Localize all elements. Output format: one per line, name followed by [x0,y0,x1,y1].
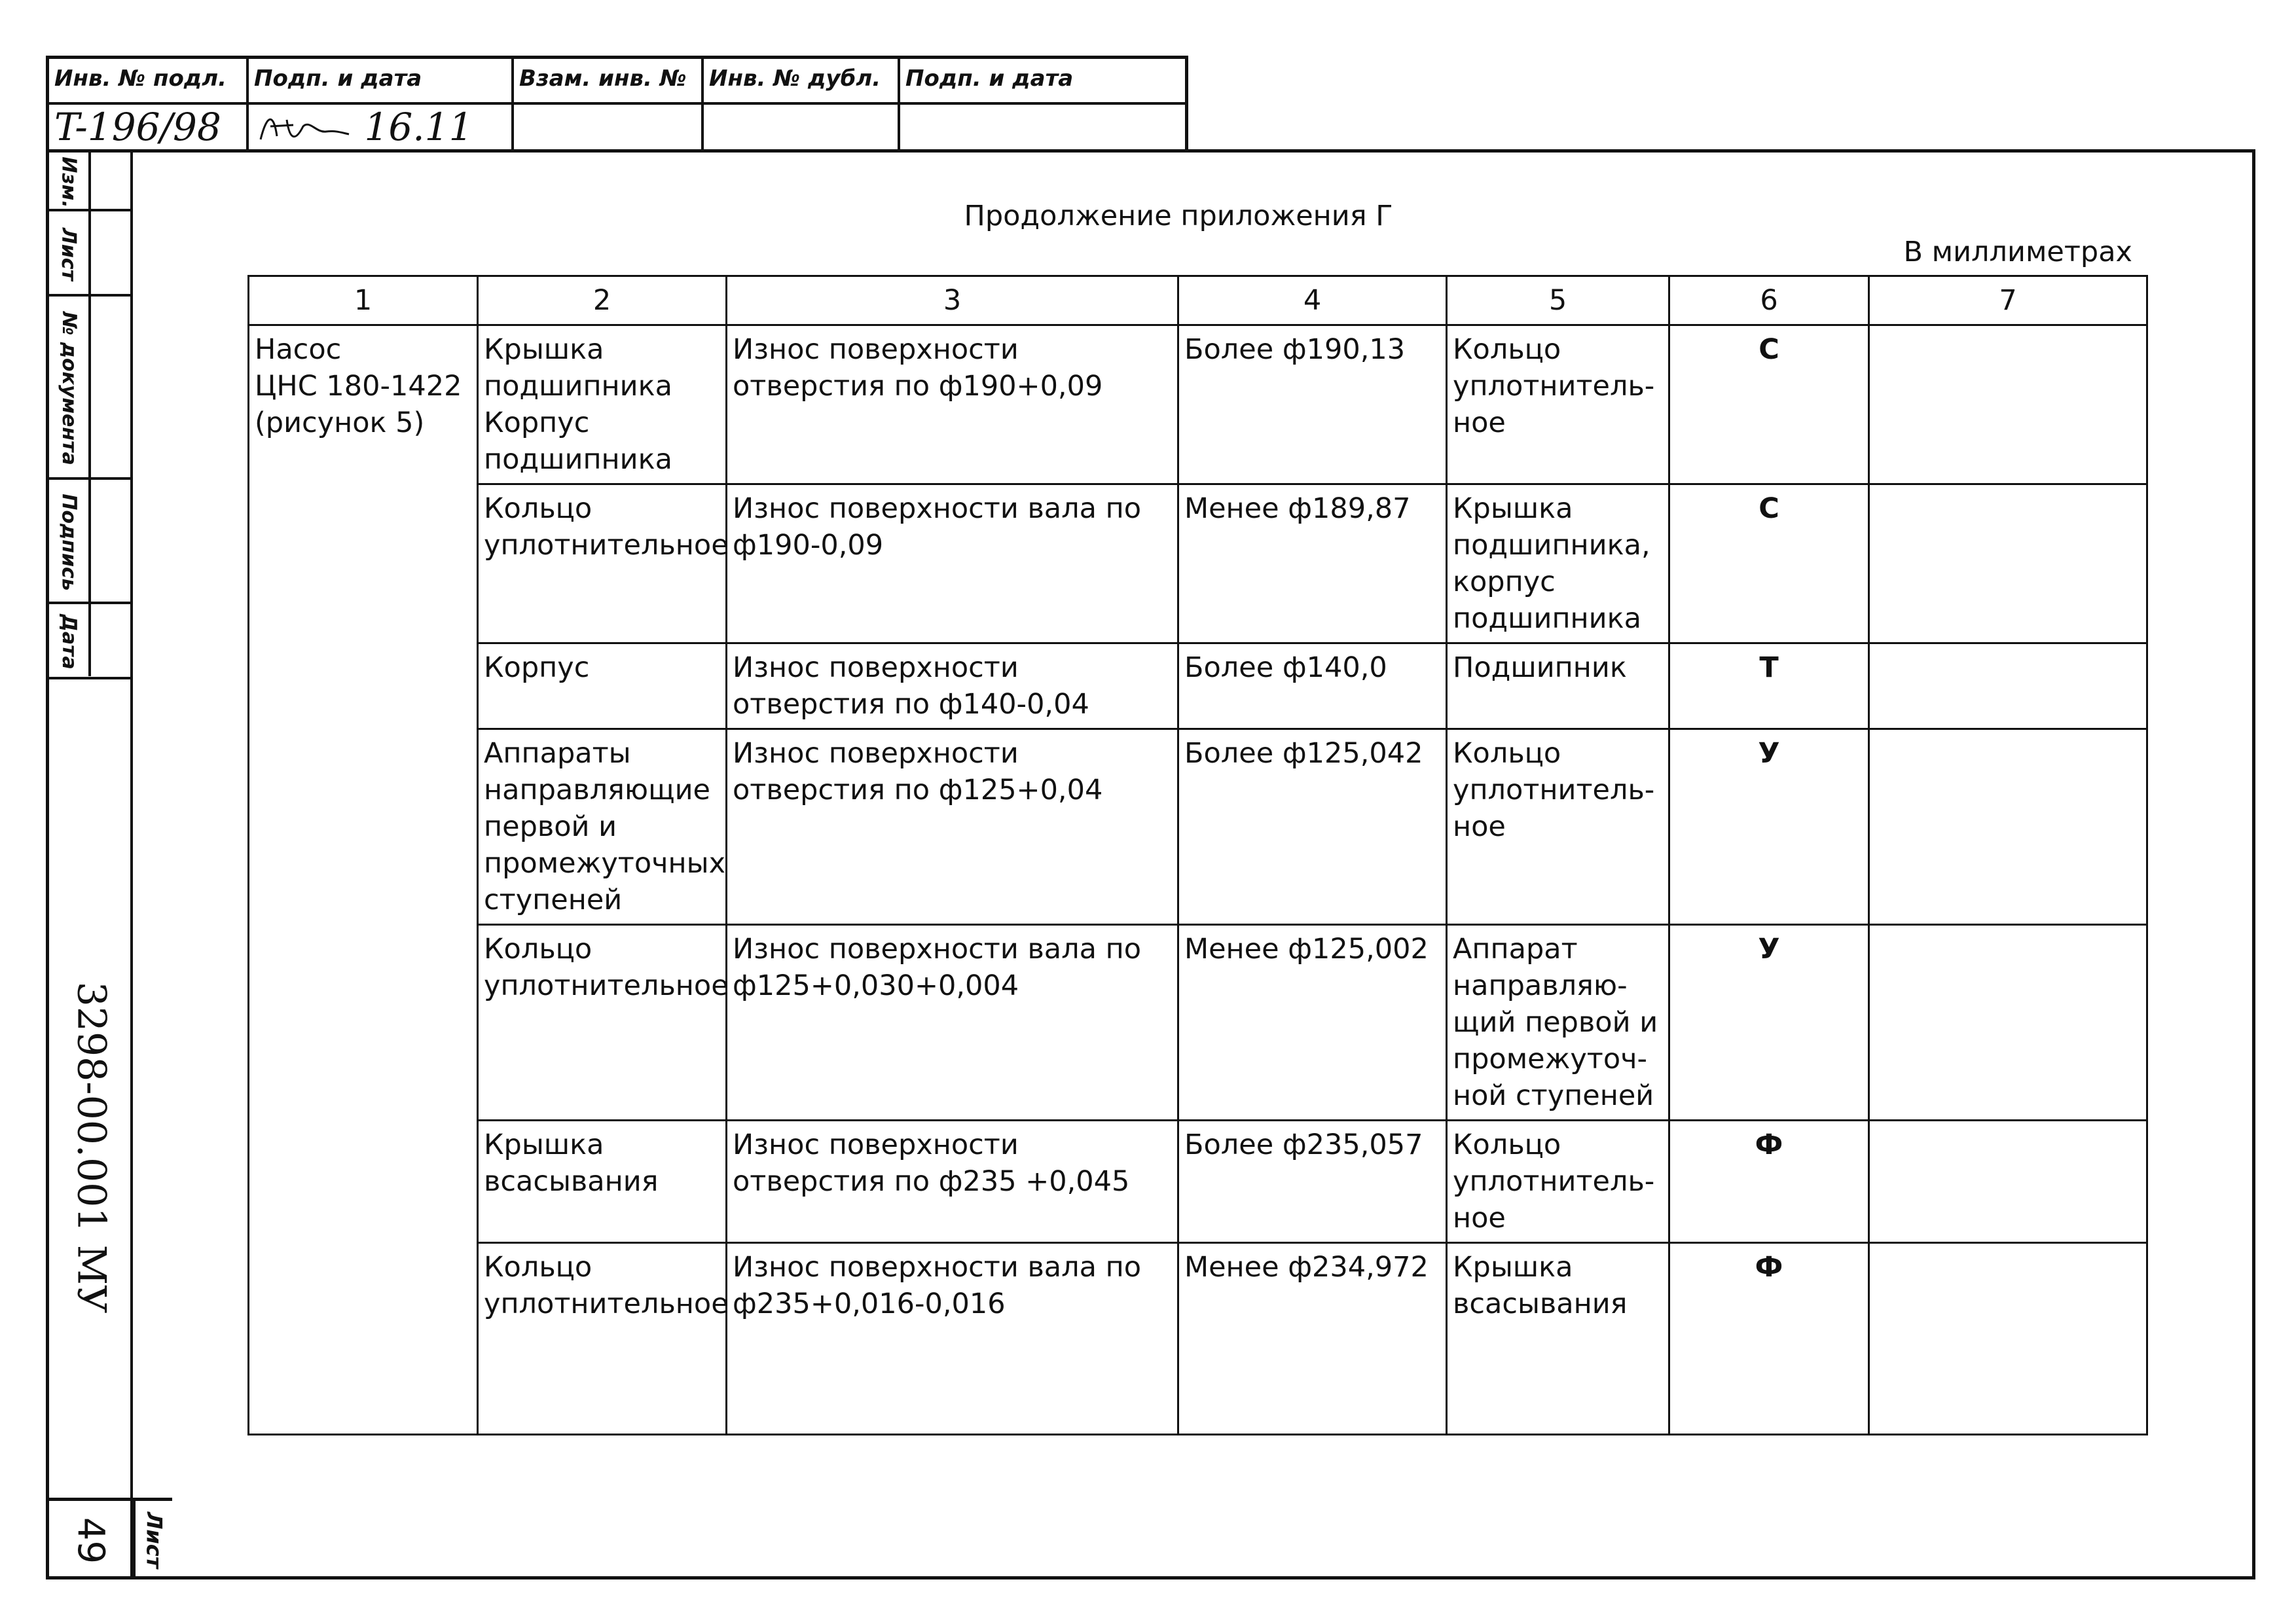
stamp-header-replace-inv: Взам. инв. № [514,59,704,102]
code-cell: У [1669,925,1869,1121]
strip-label-doc-text: № документа [57,311,81,465]
strip-label-sign-text: Подпись [57,493,81,591]
strip-label-date [49,604,88,679]
stamp-replace-value [514,102,704,152]
column-header-6: 6 [1669,276,1869,325]
part-cell: Кольцо уплотнительное [478,1243,727,1435]
mate-cell: Кольцо уплотнитель- ное [1447,325,1669,484]
document-code-text: 3298-00.001 МУ [68,981,114,1314]
code-cell: У [1669,729,1869,925]
limit-cell: Более ф190,13 [1178,325,1447,484]
defect-cell: Износ поверхности отверстия по ф190+0,09 [727,325,1178,484]
limit-cell: Более ф140,0 [1178,643,1447,729]
column-header-1: 1 [249,276,478,325]
stamp-header-row [49,59,1185,105]
table-row [249,643,2147,729]
note-cell [1869,484,2147,643]
column-header-5: 5 [1447,276,1669,325]
column-header-4: 4 [1178,276,1447,325]
note-cell [1869,325,2147,484]
table-row [249,325,2147,484]
limit-cell: Менее ф189,87 [1178,484,1447,643]
units-note: В миллиметрах [1903,236,2132,268]
sheet-number-text: 49 [69,1517,113,1564]
code-cell: Ф [1669,1243,1869,1435]
page-title: Продолжение приложения Г [964,200,1393,232]
defect-table [247,275,2148,1435]
part-cell: Крышка всасывания [478,1121,727,1243]
table-row [249,1243,2147,1435]
part-cell: Аппараты направляющие первой и промежуточных ступеней [478,729,727,925]
defect-cell: Износ поверхности отверстия по ф235 +0,045 [727,1121,1178,1243]
strip-label-date-text: Дата [57,614,81,670]
approval-stamp [46,56,1188,153]
defect-cell: Износ поверхности вала по ф235+0,016-0,016 [727,1243,1178,1435]
stamp-header-inv-podl: Инв. № подл. [49,59,249,102]
strip-label-sign [49,480,88,604]
table-row [249,1121,2147,1243]
part-cell: Кольцо уплотнительное [478,484,727,643]
sheet-box [49,1498,172,1579]
sheet-number [49,1501,133,1579]
signature-mark [254,107,352,152]
side-strip [49,153,172,1579]
column-header-2: 2 [478,276,727,325]
part-cell: Корпус [478,643,727,729]
limit-cell: Менее ф125,002 [1178,925,1447,1121]
part-cell: Кольцо уплотнительное [478,925,727,1121]
table-header-row [249,276,2147,325]
mate-cell: Кольцо уплотнитель- ное [1447,1121,1669,1243]
code-cell: С [1669,484,1869,643]
code-cell: Т [1669,643,1869,729]
limit-cell: Более ф235,057 [1178,1121,1447,1243]
mate-cell: Подшипник [1447,643,1669,729]
mate-cell: Аппарат направляю- щий первой и промежуточ- ной ступеней [1447,925,1669,1121]
note-cell [1869,1121,2147,1243]
stamp-value-row [49,102,1185,152]
mate-cell: Кольцо уплотнитель- ное [1447,729,1669,925]
stamp-sign-date-2-value [900,102,1188,152]
part-cell: Крышка подшипника Корпус подшипника [478,325,727,484]
sheet-label-text: Лист [141,1511,167,1569]
stamp-signature-date [249,102,514,152]
strip-label-izm [49,153,88,211]
stamp-inv-number: T-196/98 [49,102,249,152]
stamp-header-dup-inv: Инв. № дубл. [704,59,900,102]
table-row [249,484,2147,643]
note-cell [1869,1243,2147,1435]
note-cell [1869,925,2147,1121]
strip-label-izm-text: Изм. [57,156,81,208]
note-cell [1869,729,2147,925]
defect-cell: Износ поверхности отверстия по ф140-0,04 [727,643,1178,729]
limit-cell: Менее ф234,972 [1178,1243,1447,1435]
column-header-7: 7 [1869,276,2147,325]
defect-cell: Износ поверхности вала по ф125+0,030+0,004 [727,925,1178,1121]
mate-cell: Крышка всасывания [1447,1243,1669,1435]
stamp-header-sign-date: Подп. и дата [249,59,514,102]
equipment-cell: Насос ЦНС 180-1422 (рисунок 5) [249,325,478,1435]
column-header-3: 3 [727,276,1178,325]
defect-cell: Износ поверхности вала по ф190-0,09 [727,484,1178,643]
defect-cell: Износ поверхности отверстия по ф125+0,04 [727,729,1178,925]
strip-label-doc [49,297,88,480]
mate-cell: Крышка подшипника, корпус подшипника [1447,484,1669,643]
document-code [49,981,133,1314]
stamp-dup-value [704,102,900,152]
table-row [249,925,2147,1121]
stamp-date: 16.11 [364,105,473,149]
code-cell: С [1669,325,1869,484]
code-cell: Ф [1669,1121,1869,1243]
strip-label-list [49,211,88,297]
limit-cell: Более ф125,042 [1178,729,1447,925]
sheet-label [133,1501,172,1579]
strip-label-list-text: Лист [57,227,81,281]
table-row [249,729,2147,925]
note-cell [1869,643,2147,729]
stamp-header-sign-date-2: Подп. и дата [905,65,1074,92]
